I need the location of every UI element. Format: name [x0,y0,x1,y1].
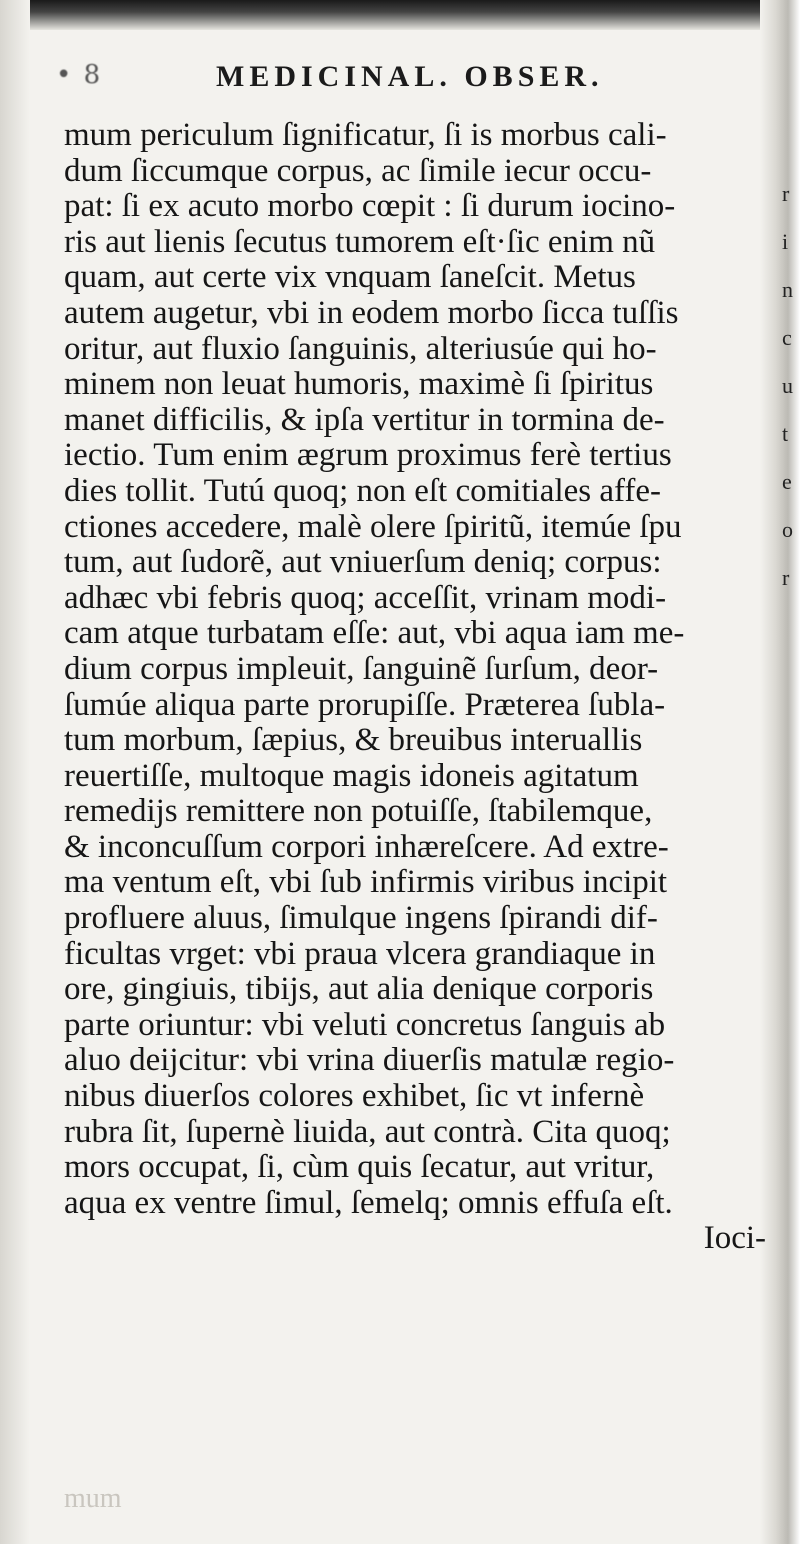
text-line: minem non leuat humoris, maximè ſi ſpiritus [64,367,654,403]
page-header [52,58,732,108]
margin-mark: c [782,325,792,350]
running-head: MEDICINAL. OBSER. [216,60,604,93]
margin-mark: r [782,181,790,206]
text-line: rubra ſit, ſupernè liuida, aut contrà. Cita quoq; [64,1114,671,1150]
body-text [64,118,770,1508]
margin-mark: n [782,277,793,302]
text-line: aqua ex ventre ſimul, ſemelq; omnis effuſa eſt. [64,1185,673,1221]
text-line: dies tollit. Tutú quoq; non eſt comitiales affe- [64,473,662,509]
text-line: adhæc vbi febris quoq; acceſſit, vrinam modi- [64,580,667,616]
text-line: tum, aut ſudorẽ, aut vniuerſum deniq; corpus: [64,545,662,581]
text-line: reuertiſſe, multoque magis idoneis agitatum [64,758,639,794]
text-line: ficultas vrget: vbi praua vlcera grandiaque in [64,936,656,972]
text-line: & inconcuſſum corpori inhæreſcere. Ad extre- [64,829,669,865]
text-line: ctiones accedere, malè olere ſpiritũ, itemúe ſpu [64,509,682,545]
text-line: mum periculum ſignificatur, ſi is morbus cali- [64,118,667,153]
text-line: parte oriuntur: vbi veluti concretus ſanguis ab [64,1007,666,1043]
text-line: cam atque turbatam eſſe: aut, vbi aqua iam me- [64,616,685,652]
catchword: Ioci- [703,1221,766,1257]
margin-mark: o [782,517,793,542]
text-line: ſumúe aliqua parte prorupiſſe. Præterea ſubla- [64,687,666,723]
text-line: tum morbum, ſæpius, & breuibus interuallis [64,723,643,759]
text-line: autem augetur, vbi in eodem morbo ſicca tuſſis [64,295,679,331]
text-line: pat: ſi ex acuto morbo cœpit : ſi durum iocino- [64,189,676,225]
text-line: manet difficilis, & ipſa vertitur in tormina de- [64,402,665,438]
margin-mark: r [782,565,790,590]
page-number: • 8 [56,60,103,90]
text-line: dium corpus impleuit, ſanguinẽ ſurſum, deor- [64,651,659,687]
gutter-shadow [0,0,30,1544]
text-line: mors occupat, ſi, cùm quis ſecatur, aut vritur, [64,1150,655,1186]
page-top-shadow [0,0,800,30]
margin-mark: i [782,229,789,254]
margin-mark: t [782,421,789,446]
text-line: remedijs remittere non potuiſſe, ſtabilemque, [64,794,653,830]
text-line: nibus diuerſos colores exhibet, ſic vt infernè [64,1079,645,1115]
text-line: ore, gingiuis, tibijs, aut alia denique corporis [64,972,654,1008]
text-line: profluere aluus, ſimulque ingens ſpirandi dif- [64,901,658,937]
bleed-through-text: mum [64,1483,122,1514]
margin-mark: u [782,373,793,398]
text-line: quam, aut certe vix vnquam ſaneſcit. Metus [64,260,636,296]
facing-page-margin [782,170,796,602]
text-line: ris aut lienis ſecutus tumorem eſt·ſic enim nũ [64,224,656,260]
text-line: aluo deijcitur: vbi vrina diuerſis matulæ regio- [64,1043,675,1079]
text-line: dum ſiccumque corpus, ac ſimile iecur occu- [64,153,652,189]
text-line: oritur, aut fluxio ſanguinis, alteriusúe qui ho- [64,331,657,367]
margin-mark: e [782,469,792,494]
text-line: ma ventum eſt, vbi ſub infirmis viribus incipit [64,865,668,901]
text-line: iectio. Tum enim ægrum proximus ferè tertius [64,438,672,474]
